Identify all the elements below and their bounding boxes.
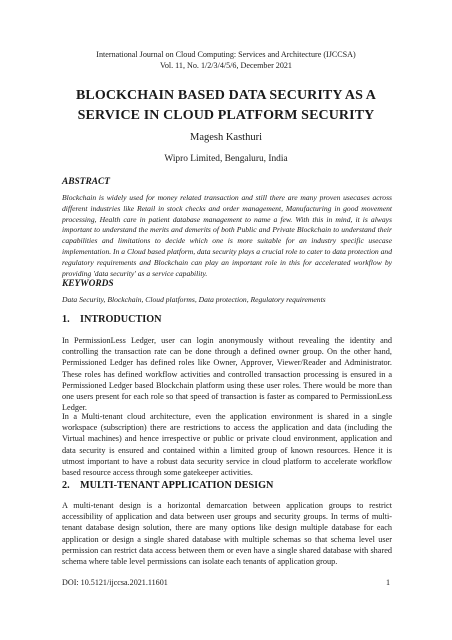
- section-title: MULTI-TENANT APPLICATION DESIGN: [80, 480, 274, 491]
- journal-name: International Journal on Cloud Computing: Services and Architecture (IJCCSA): [96, 50, 356, 59]
- intro-paragraph-2: In a Multi-tenant cloud architecture, even the application environment is shared in a single workspace (subscription) there are restrictions to access the application and data (including the Virtual machines) and hence irrespective or public or private cloud environment, application and data security is ensured and contained within a limited group of known resources. Hence it is utmost important to have a robust data security service in cloud platform to accelerate workflow based resource access through some gatekeeper activities.: [62, 412, 392, 478]
- title-line-1: BLOCKCHAIN BASED DATA SECURITY AS A: [75, 88, 377, 103]
- abstract-heading: ABSTRACT: [62, 177, 110, 187]
- multi-tenant-paragraph: A multi-tenant design is a horizontal demarcation between application groups to restrict accessibility of application and data between user groups and security groups. In terms of multi-tenant database design solution, there are many options like design multiple database for each application or design a single shared database with multiple schemas so that schema level user permission can restrict data access between them or even have a single shared database with shared schema where table level permissions can isolate each tenants of application group.: [62, 501, 392, 567]
- section-heading-introduction: [62, 313, 162, 326]
- abstract-text: Blockchain is widely used for money related transaction and still there are many proven usecases across different industries like Retail in stock checks and order management, Manufacturing in good movement processing, Health care in patient database management to name a few. With this in mind, it is always important to understand the merits and demerits of both Public and Private Blockchain to understand their capabilities and limitations to decide which one is more suitable for an industry specific usecase implementation. In a Cloud based platform, data security plays a crucial role to cater to data protection and regulatory requirements and Blockchain can play an important role in this for accelerated workflow by providing 'data security' as a service capability.: [62, 193, 392, 278]
- journal-volume: Vol. 11, No. 1/2/3/4/5/6, December 2021: [160, 61, 292, 70]
- page-number: 1: [385, 578, 390, 587]
- keywords-text: Data Security, Blockchain, Cloud platforms, Data protection, Regulatory requirements: [62, 295, 326, 304]
- section-number: 1.: [62, 314, 70, 325]
- title-line-2: SERVICE IN CLOUD PLATFORM SECURITY: [77, 108, 375, 123]
- paper-title: [40, 86, 412, 126]
- intro-paragraph-1: In PermissionLess Ledger, user can login anonymously without revealing the identity and controlling the transaction rate can be done through a defined owner group. On the other hand, Permissioned Ledger has defined roles like Owner, Approver, Viewer/Reader and Administrator. These roles has defined workflow activities and controlled transaction processing is ensured in a Permissioned Ledger based Blockchain platform using these user roles. There would be more than one users present for each role so that speed of transaction is faster as compared to PermissionLess Ledger.: [62, 336, 392, 413]
- section-heading-multi-tenant: [62, 479, 273, 492]
- section-title: INTRODUCTION: [80, 314, 162, 325]
- author-affiliation: Wipro Limited, Bengaluru, India: [164, 154, 288, 164]
- author-name: Magesh Kasthuri: [189, 132, 263, 143]
- footer-doi: DOI: 10.5121/ijccsa.2021.11601: [62, 578, 168, 587]
- journal-header: [0, 49, 452, 71]
- section-number: 2.: [62, 480, 70, 491]
- keywords-heading: KEYWORDS: [62, 279, 114, 289]
